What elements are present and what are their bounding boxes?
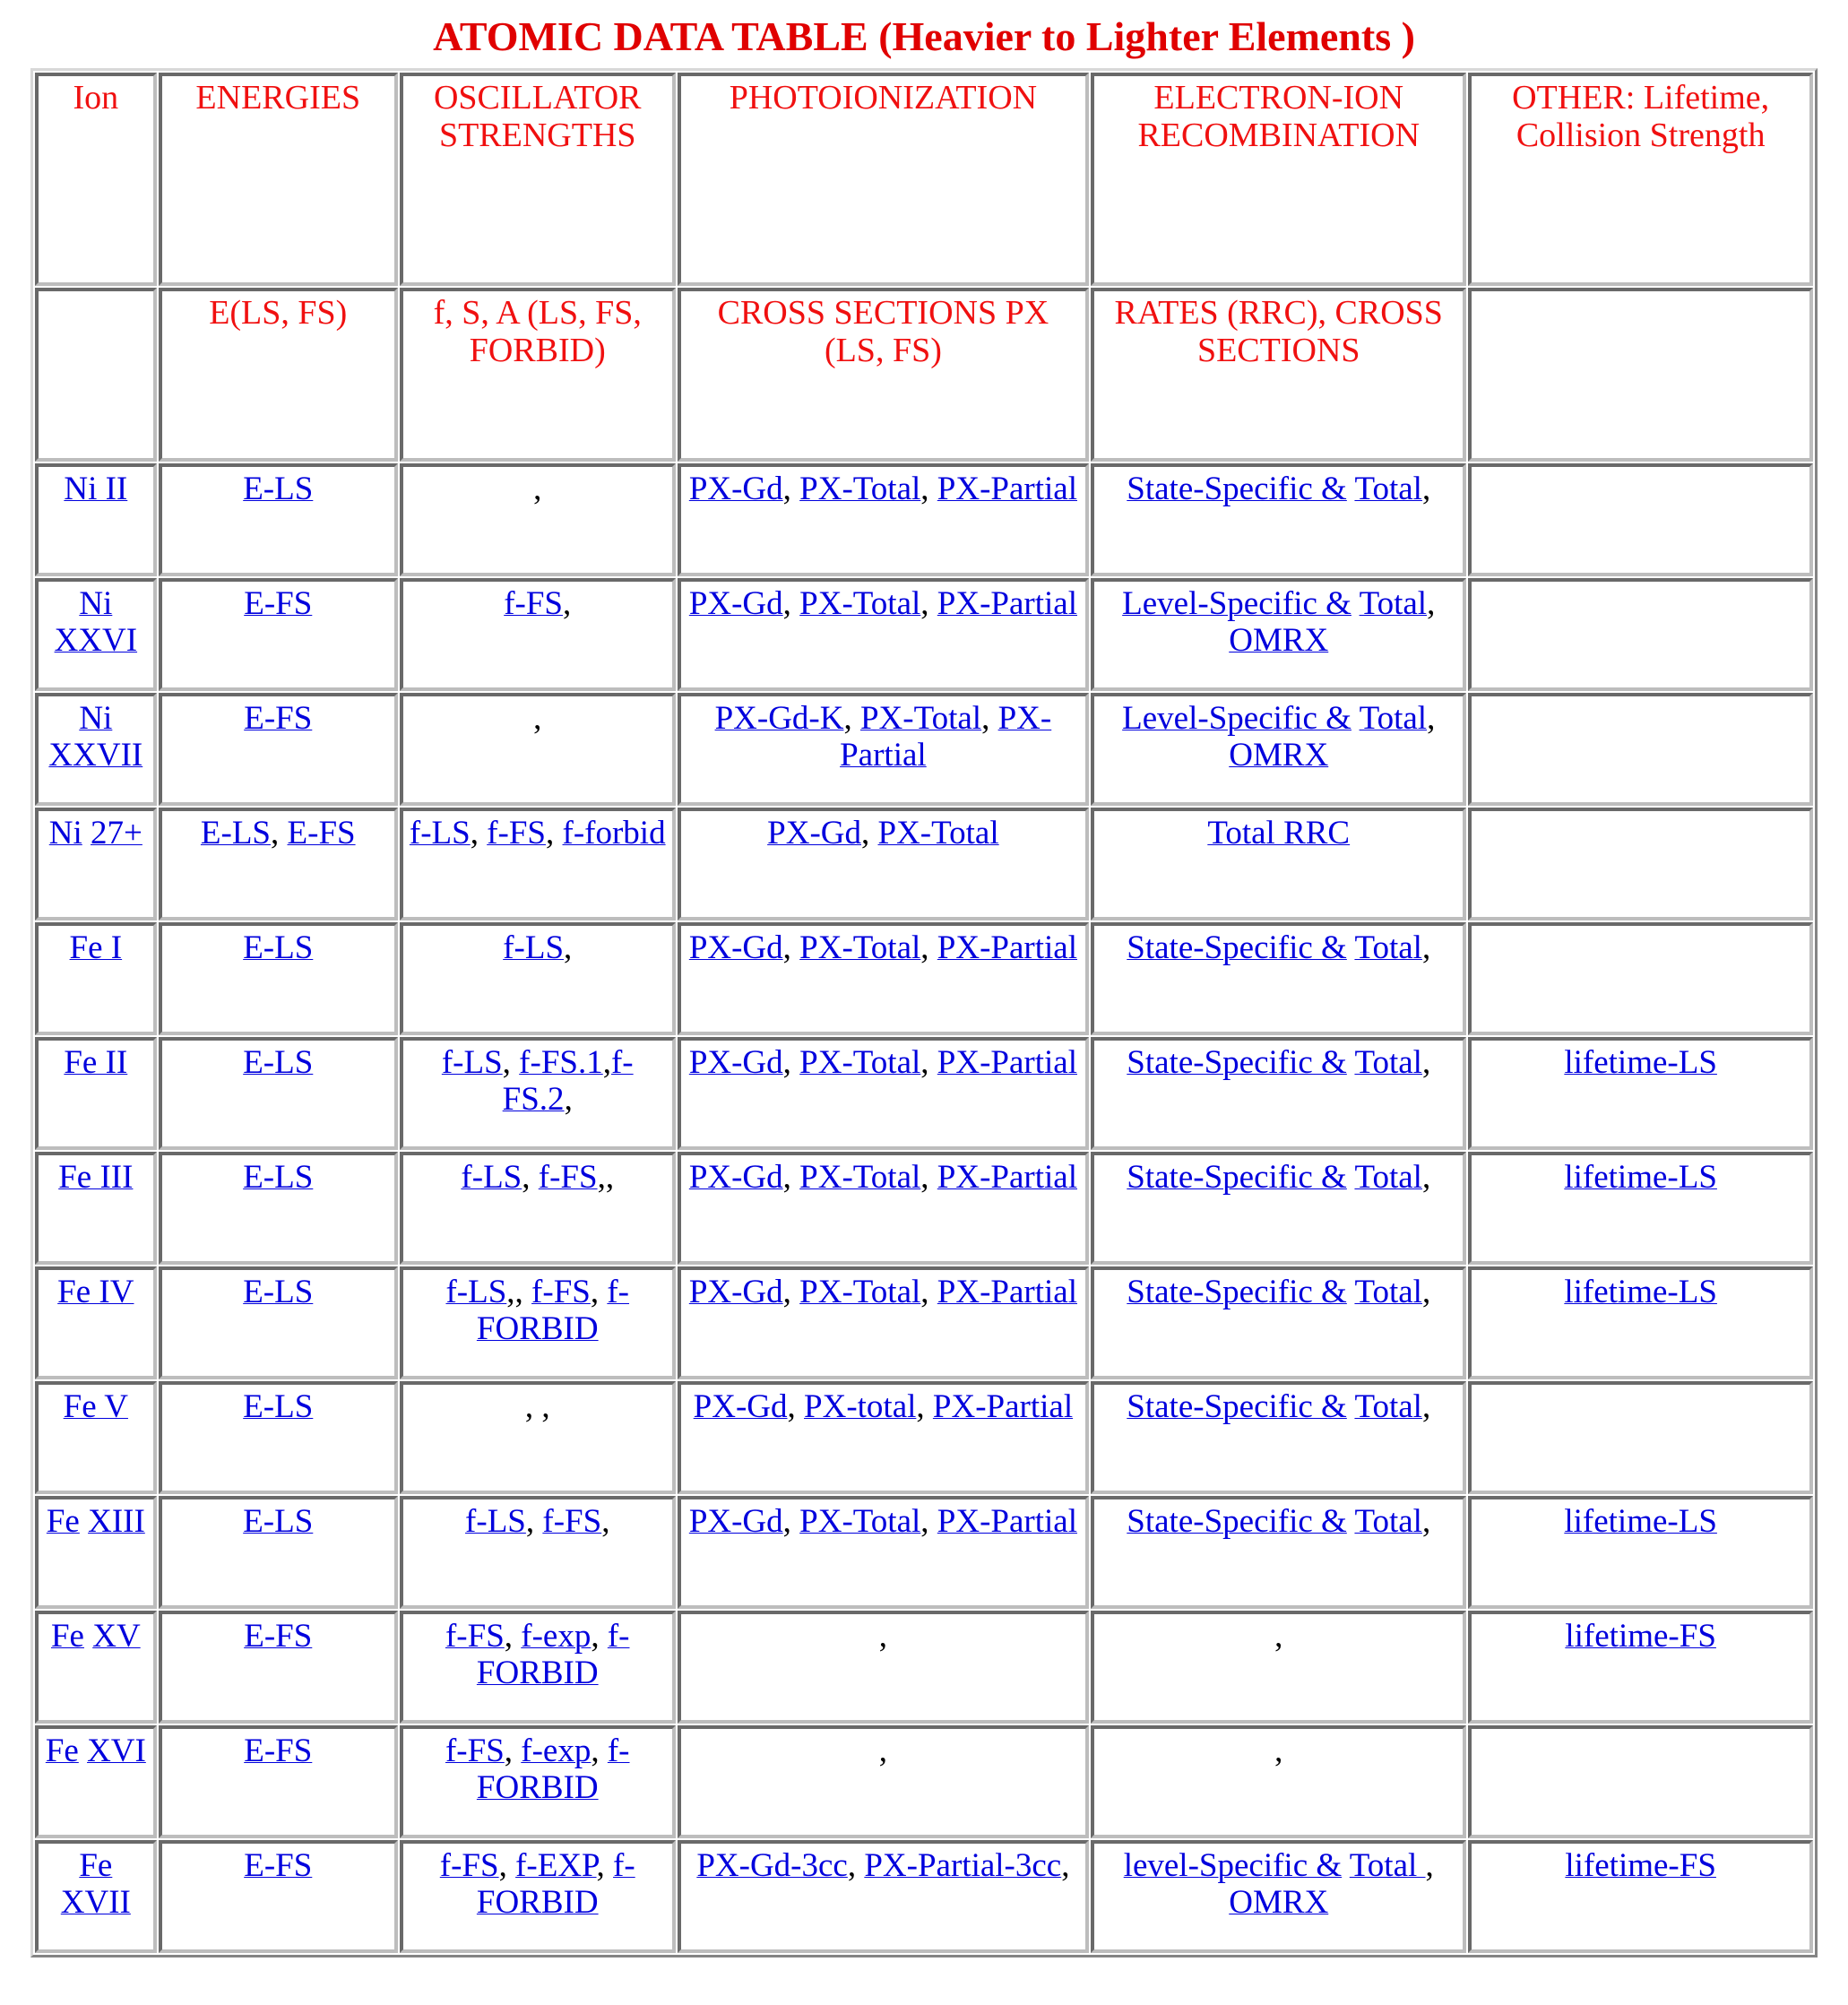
link-total[interactable]: Total xyxy=(1354,929,1422,966)
link-f-fs[interactable]: f-FS xyxy=(445,1618,505,1655)
subheader-label: E(LS, FS) xyxy=(209,294,348,332)
link-total[interactable]: Total xyxy=(1354,1503,1422,1540)
subheader-cell-en xyxy=(159,288,398,462)
cell-osc: f-FS, f-EXP, f-FORBID xyxy=(400,1840,676,1953)
link-px-total[interactable]: PX-Total xyxy=(799,1159,921,1196)
link-ion-xvi[interactable]: XVI xyxy=(87,1733,146,1769)
cell-recomb: State-Specific & Total, xyxy=(1091,922,1466,1035)
cell-photo: PX-Gd, PX-Total, PX-Partial xyxy=(678,463,1090,576)
cell-en xyxy=(159,1152,398,1265)
column-header-other xyxy=(1468,73,1813,286)
cell-en xyxy=(159,1611,398,1724)
link-f-ls[interactable]: f-LS xyxy=(461,1159,522,1196)
cell-osc: , , xyxy=(400,1381,676,1494)
link-lifetime-ls[interactable]: lifetime-LS xyxy=(1564,1044,1717,1081)
link-total[interactable]: Total xyxy=(1349,1847,1426,1884)
cell-other xyxy=(1468,1381,1813,1494)
cell-photo: PX-Gd, PX-Total, PX-Partial xyxy=(678,1266,1090,1379)
cell-recomb xyxy=(1091,808,1466,920)
link-ion-xxvi[interactable]: XXVI xyxy=(54,622,138,660)
link-px-gd[interactable]: PX-Gd xyxy=(688,1503,783,1540)
table-header-row xyxy=(35,73,1813,286)
link-px-gd[interactable]: PX-Gd xyxy=(688,585,783,622)
link-level-specific[interactable]: level-Specific & xyxy=(1123,1847,1343,1884)
link-f-forbid[interactable]: f-FORBID xyxy=(476,1847,635,1922)
link-total-rrc[interactable]: Total RRC xyxy=(1207,815,1351,851)
link-px-total[interactable]: PX-total xyxy=(804,1388,917,1425)
link-e-fs[interactable]: E-FS xyxy=(244,1847,313,1884)
link-level-specific[interactable]: Level-Specific & xyxy=(1122,700,1351,737)
link-omrx[interactable]: OMRX xyxy=(1229,622,1329,660)
cell-other xyxy=(1468,1840,1813,1953)
cell-osc: , xyxy=(400,693,676,806)
link-px-total[interactable]: PX-Total xyxy=(859,700,982,737)
link-ion-xvii[interactable]: XVII xyxy=(60,1884,131,1922)
table-subheader-row xyxy=(35,288,1813,462)
cell-ion xyxy=(35,463,157,576)
cell-photo: PX-Gd-3cc, PX-Partial-3cc, xyxy=(678,1840,1090,1953)
cell-recomb: level-Specific & Total , OMRX xyxy=(1091,1840,1466,1953)
table-row xyxy=(35,1266,1813,1379)
link-state-specific[interactable]: State-Specific & xyxy=(1127,1503,1347,1540)
link-f-fs[interactable]: f-FS xyxy=(542,1503,602,1540)
link-e-ls[interactable]: E-LS xyxy=(243,1044,314,1081)
link-e-ls[interactable]: E-LS xyxy=(243,929,314,966)
cell-en xyxy=(159,1266,398,1379)
link-total[interactable]: Total xyxy=(1354,1044,1422,1081)
cell-ion xyxy=(35,1381,157,1494)
cell-osc: f-LS, f-FS, xyxy=(400,1496,676,1609)
subheader-cell-photo xyxy=(678,288,1090,462)
link-px-total[interactable]: PX-Total xyxy=(799,1044,921,1081)
cell-osc: f-LS, f-FS,, xyxy=(400,1152,676,1265)
cell-recomb: , xyxy=(1091,1611,1466,1724)
link-px-total[interactable]: PX-Total xyxy=(799,585,921,622)
table-row xyxy=(35,1152,1813,1265)
link-px-gd[interactable]: PX-Gd xyxy=(693,1388,788,1425)
cell-photo: PX-Gd, PX-Total xyxy=(678,808,1090,920)
cell-other xyxy=(1468,578,1813,691)
link-ion-fe[interactable]: Fe xyxy=(50,1618,84,1655)
link-f-ls[interactable]: f-LS xyxy=(465,1503,526,1540)
link-ion-xxvii[interactable]: XXVII xyxy=(48,737,143,774)
cell-osc: f-FS, f-exp, f-FORBID xyxy=(400,1725,676,1838)
table-row xyxy=(35,1381,1813,1494)
cell-en xyxy=(159,578,398,691)
link-px-partial-3cc[interactable]: PX-Partial-3cc xyxy=(864,1847,1062,1884)
atomic-data-table xyxy=(30,68,1818,1957)
cell-photo: PX-Gd, PX-Total, PX-Partial xyxy=(678,922,1090,1035)
link-px-gd[interactable]: PX-Gd xyxy=(688,929,783,966)
cell-other xyxy=(1468,1725,1813,1838)
cell-photo: PX-Gd, PX-total, PX-Partial xyxy=(678,1381,1090,1494)
cell-en xyxy=(159,1496,398,1609)
subheader-cell-other xyxy=(1468,288,1813,462)
link-f-fs[interactable]: f-FS xyxy=(445,1733,505,1769)
link-state-specific[interactable]: State-Specific & xyxy=(1127,1388,1347,1425)
link-px-total[interactable]: PX-Total xyxy=(799,1503,921,1540)
link-e-ls[interactable]: E-LS xyxy=(243,1503,314,1540)
column-header-label: ENERGIES xyxy=(195,79,361,117)
link-e-ls[interactable]: E-LS xyxy=(243,471,314,507)
link-ion-fe-iii[interactable]: Fe III xyxy=(58,1159,134,1196)
cell-en xyxy=(159,922,398,1035)
link-px-partial[interactable]: PX-Partial xyxy=(937,1159,1077,1196)
cell-ion xyxy=(35,1037,157,1150)
cell-other xyxy=(1468,922,1813,1035)
link-e-fs[interactable]: E-FS xyxy=(244,700,313,737)
link-f-forbid[interactable]: f-FORBID xyxy=(476,1733,630,1807)
cell-other xyxy=(1468,808,1813,920)
link-total[interactable]: Total xyxy=(1359,585,1428,622)
link-lifetime-ls[interactable]: lifetime-LS xyxy=(1564,1159,1717,1196)
column-header-label: Ion xyxy=(73,79,119,117)
column-header-label: ELECTRON-ION RECOMBINATION xyxy=(1137,79,1421,154)
link-ion-fe-i[interactable]: Fe I xyxy=(69,929,123,966)
column-header-ion xyxy=(35,73,157,286)
column-header-osc xyxy=(400,73,676,286)
link-px-total[interactable]: PX-Total xyxy=(799,471,921,507)
link-f-exp[interactable]: f-EXP xyxy=(515,1847,597,1884)
table-row xyxy=(35,1840,1813,1953)
link-px-partial[interactable]: PX-Partial xyxy=(937,929,1077,966)
subheader-label: CROSS SECTIONS PX (LS, FS) xyxy=(717,294,1049,369)
link-f-fs[interactable]: f-FS xyxy=(538,1159,598,1196)
link-total[interactable]: Total xyxy=(1354,1388,1422,1425)
link-e-ls[interactable]: E-LS xyxy=(243,1159,314,1196)
link-px-gd[interactable]: PX-Gd xyxy=(688,1274,783,1310)
table-row xyxy=(35,1496,1813,1609)
link-px-total[interactable]: PX-Total xyxy=(799,929,921,966)
cell-recomb: State-Specific & Total, xyxy=(1091,1381,1466,1494)
atomic-data-table-wrapper xyxy=(0,68,1848,1957)
cell-en xyxy=(159,693,398,806)
link-state-specific[interactable]: State-Specific & xyxy=(1127,471,1347,507)
link-ion-xv[interactable]: XV xyxy=(92,1618,141,1655)
table-row xyxy=(35,808,1813,920)
link-f-exp[interactable]: f-exp xyxy=(521,1618,592,1655)
page-title: ATOMIC DATA TABLE (Heavier to Lighter Elements ) xyxy=(433,13,1415,59)
link-f-ls[interactable]: f-LS xyxy=(503,929,565,966)
link-px-gd-3cc[interactable]: PX-Gd-3cc xyxy=(696,1847,848,1884)
table-row xyxy=(35,578,1813,691)
link-f-exp[interactable]: f-exp xyxy=(521,1733,592,1769)
link-f-fs[interactable]: f-FS xyxy=(439,1847,499,1884)
link-total[interactable]: Total xyxy=(1354,1159,1422,1196)
link-px-partial[interactable]: PX-Partial xyxy=(932,1388,1074,1425)
link-state-specific[interactable]: State-Specific & xyxy=(1127,1274,1347,1310)
link-ion-ni[interactable]: Ni xyxy=(79,585,113,622)
cell-other xyxy=(1468,1037,1813,1150)
link-ion-ni-ii[interactable]: Ni II xyxy=(64,471,128,507)
cell-recomb: Level-Specific & Total, OMRX xyxy=(1091,578,1466,691)
link-ion-fe-ii[interactable]: Fe II xyxy=(64,1044,128,1081)
cell-photo: PX-Gd, PX-Total, PX-Partial xyxy=(678,1152,1090,1265)
link-ion-27[interactable]: 27+ xyxy=(91,815,142,851)
subheader-cell-osc xyxy=(400,288,676,462)
cell-other xyxy=(1468,463,1813,576)
cell-osc: f-LS,, f-FS, f-FORBID xyxy=(400,1266,676,1379)
subheader-cell-ion xyxy=(35,288,157,462)
link-px-gd-k[interactable]: PX-Gd-K xyxy=(714,700,844,737)
link-px-total[interactable]: PX-Total xyxy=(799,1274,921,1310)
cell-ion xyxy=(35,1266,157,1379)
link-f-fs[interactable]: f-FS xyxy=(531,1274,591,1310)
column-header-photo xyxy=(678,73,1090,286)
cell-photo: , xyxy=(678,1611,1090,1724)
link-px-partial[interactable]: PX-Partial xyxy=(937,1503,1077,1540)
table-row xyxy=(35,1725,1813,1838)
link-total[interactable]: Total xyxy=(1359,700,1428,737)
link-omrx[interactable]: OMRX xyxy=(1229,1884,1329,1922)
link-ion-fe[interactable]: Fe xyxy=(79,1847,113,1884)
link-lifetime-fs[interactable]: lifetime-FS xyxy=(1565,1847,1716,1884)
link-px-partial[interactable]: PX-Partial xyxy=(937,585,1077,622)
link-lifetime-ls[interactable]: lifetime-LS xyxy=(1564,1274,1717,1310)
link-px-partial[interactable]: PX-Partial xyxy=(937,1274,1077,1310)
cell-osc: f-LS, f-FS, f-forbid xyxy=(400,808,676,920)
link-e-fs[interactable]: E-FS xyxy=(244,1618,313,1655)
link-ion-fe[interactable]: Fe xyxy=(46,1503,80,1540)
cell-other xyxy=(1468,1496,1813,1609)
link-lifetime-ls[interactable]: lifetime-LS xyxy=(1564,1503,1717,1540)
column-header-label: OTHER: Lifetime, Collision Strength xyxy=(1512,79,1770,154)
link-ion-fe-v[interactable]: Fe V xyxy=(63,1388,128,1425)
subheader-cell-recomb xyxy=(1091,288,1466,462)
cell-other xyxy=(1468,693,1813,806)
cell-en xyxy=(159,463,398,576)
cell-en xyxy=(159,1037,398,1150)
cell-photo: PX-Gd, PX-Total, PX-Partial xyxy=(678,578,1090,691)
cell-ion xyxy=(35,808,157,920)
link-f-fs-1[interactable]: f-FS.1 xyxy=(519,1044,603,1081)
link-px-gd[interactable]: PX-Gd xyxy=(688,471,783,507)
cell-ion xyxy=(35,1152,157,1265)
link-level-specific[interactable]: Level-Specific & xyxy=(1122,585,1351,622)
link-f-ls[interactable]: f-LS xyxy=(445,1274,507,1310)
link-px-partial[interactable]: PX-Partial xyxy=(937,1044,1077,1081)
column-header-label: PHOTOIONIZATION xyxy=(729,79,1038,117)
cell-ion xyxy=(35,1725,157,1838)
cell-recomb: Level-Specific & Total, OMRX xyxy=(1091,693,1466,806)
cell-other xyxy=(1468,1266,1813,1379)
cell-photo: PX-Gd-K, PX-Total, PX-Partial xyxy=(678,693,1090,806)
link-state-specific[interactable]: State-Specific & xyxy=(1127,929,1347,966)
link-ion-ni[interactable]: Ni xyxy=(48,815,82,851)
link-ion-xiii[interactable]: XIII xyxy=(88,1503,145,1540)
cell-recomb: State-Specific & Total, xyxy=(1091,463,1466,576)
cell-osc: f-LS, xyxy=(400,922,676,1035)
link-f-ls[interactable]: f-LS xyxy=(441,1044,503,1081)
table-row xyxy=(35,1611,1813,1724)
cell-photo: PX-Gd, PX-Total, PX-Partial xyxy=(678,1037,1090,1150)
link-f-fs[interactable]: f-FS xyxy=(504,585,564,622)
cell-other xyxy=(1468,1152,1813,1265)
link-px-gd[interactable]: PX-Gd xyxy=(688,1044,783,1081)
cell-recomb: State-Specific & Total, xyxy=(1091,1496,1466,1609)
cell-en: E-LS, E-FS xyxy=(159,808,398,920)
link-omrx[interactable]: OMRX xyxy=(1229,737,1329,774)
column-header-recomb xyxy=(1091,73,1466,286)
cell-en xyxy=(159,1840,398,1953)
link-f-fs[interactable]: f-FS xyxy=(487,815,547,851)
link-e-fs[interactable]: E-FS xyxy=(244,585,313,622)
link-f-forbid[interactable]: f-forbid xyxy=(562,815,666,851)
column-header-label: OSCILLATOR STRENGTHS xyxy=(433,79,642,154)
table-row xyxy=(35,693,1813,806)
cell-recomb: State-Specific & Total, xyxy=(1091,1152,1466,1265)
link-ion-ni[interactable]: Ni xyxy=(79,700,113,737)
cell-photo: , xyxy=(678,1725,1090,1838)
link-f-fs-2[interactable]: f-FS.2 xyxy=(502,1044,634,1119)
link-f-forbid[interactable]: f-FORBID xyxy=(476,1274,630,1348)
link-e-ls[interactable]: E-LS xyxy=(243,1274,314,1310)
link-e-fs[interactable]: E-FS xyxy=(244,1733,313,1769)
link-total[interactable]: Total xyxy=(1354,471,1422,507)
link-lifetime-fs[interactable]: lifetime-FS xyxy=(1565,1618,1716,1655)
column-header-en xyxy=(159,73,398,286)
cell-recomb: State-Specific & Total, xyxy=(1091,1037,1466,1150)
link-ion-fe-iv[interactable]: Fe IV xyxy=(57,1274,134,1310)
link-state-specific[interactable]: State-Specific & xyxy=(1127,1159,1347,1196)
link-px-gd[interactable]: PX-Gd xyxy=(688,1159,783,1196)
cell-ion xyxy=(35,1840,157,1953)
link-ion-fe[interactable]: Fe xyxy=(45,1733,79,1769)
table-row xyxy=(35,1037,1813,1150)
cell-photo: PX-Gd, PX-Total, PX-Partial xyxy=(678,1496,1090,1609)
cell-osc: , xyxy=(400,463,676,576)
table-row xyxy=(35,922,1813,1035)
cell-ion xyxy=(35,578,157,691)
cell-en xyxy=(159,1381,398,1494)
cell-osc: f-LS, f-FS.1,f-FS.2, xyxy=(400,1037,676,1150)
link-px-partial[interactable]: PX-Partial xyxy=(937,471,1077,507)
link-px-gd[interactable]: PX-Gd xyxy=(767,815,861,851)
link-e-ls[interactable]: E-LS xyxy=(243,1388,314,1425)
link-e-fs[interactable]: E-FS xyxy=(287,815,356,851)
cell-ion xyxy=(35,693,157,806)
cell-ion xyxy=(35,1611,157,1724)
cell-recomb: State-Specific & Total, xyxy=(1091,1266,1466,1379)
table-body xyxy=(35,73,1813,1953)
link-state-specific[interactable]: State-Specific & xyxy=(1127,1044,1347,1081)
table-row xyxy=(35,463,1813,576)
cell-other xyxy=(1468,1611,1813,1724)
cell-ion xyxy=(35,922,157,1035)
link-px-partial[interactable]: PX-Partial xyxy=(840,700,1052,774)
cell-osc: f-FS, f-exp, f-FORBID xyxy=(400,1611,676,1724)
cell-ion xyxy=(35,1496,157,1609)
link-f-ls[interactable]: f-LS xyxy=(409,815,471,851)
link-total[interactable]: Total xyxy=(1354,1274,1422,1310)
subheader-label: f, S, A (LS, FS, FORBID) xyxy=(433,294,642,369)
link-px-total[interactable]: PX-Total xyxy=(877,815,999,851)
cell-recomb: , xyxy=(1091,1725,1466,1838)
link-e-ls[interactable]: E-LS xyxy=(200,815,272,851)
cell-osc: f-FS, xyxy=(400,578,676,691)
cell-en xyxy=(159,1725,398,1838)
subheader-label: RATES (RRC), CROSS SECTIONS xyxy=(1114,294,1443,369)
link-f-forbid[interactable]: f-FORBID xyxy=(476,1618,630,1692)
